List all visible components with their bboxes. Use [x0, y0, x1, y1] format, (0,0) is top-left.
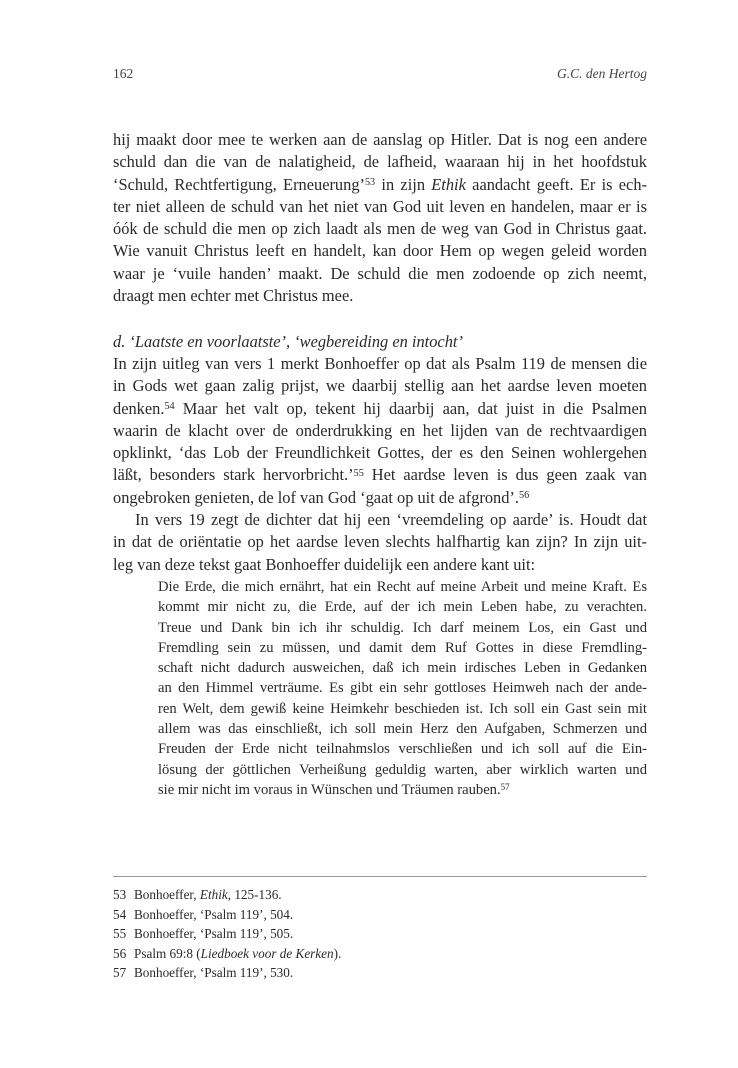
- footnote-number: 56: [113, 945, 127, 961]
- footnote-number: 54: [113, 906, 127, 922]
- text-line: [158, 760, 647, 780]
- text-run: In vers 19 zegt de dichter dat hij een ‘vreemdeling op aarde’ is. Houdt dat: [135, 510, 647, 529]
- text-line: [158, 597, 647, 617]
- section-heading-text: d. ‘Laatste en voorlaatste’, ‘wegbereiding en intocht’: [113, 332, 463, 351]
- text-line: [158, 699, 647, 719]
- text-run: schuld dan die van de nalatigheid, de lafheid, waaraan hij in het hoofdstuk: [113, 152, 647, 172]
- text-run: Freuden der Erde nicht teilnahmslos verschließen und ich soll auf die Ein-: [158, 741, 647, 758]
- text-run: ren Welt, dem gewiß keine Heimkehr beschieden ist. Ich soll ein Gast sein mit: [158, 700, 647, 717]
- text-line: [113, 420, 647, 442]
- footnote-ref: 55: [353, 467, 364, 479]
- text-run: Bonhoeffer, ‘Psalm 119’, 504.: [134, 906, 294, 922]
- text-run: ter niet alleen de schuld van het niet van God uit leven en handelen, maar er is: [113, 196, 647, 216]
- footnote: [113, 905, 647, 925]
- text-run: opklinkt, ‘das Lob der Freundlichkeit Gottes, der es den Seinen wohlergehen: [113, 443, 647, 463]
- text-run: denken.: [113, 398, 165, 418]
- footnote: [113, 885, 647, 905]
- block-quote: [158, 577, 647, 800]
- text-line: [158, 780, 647, 800]
- footnote-ref: 57: [500, 781, 510, 792]
- text-line: [113, 398, 647, 420]
- text-run: läßt, besonders stark hervorbricht.’: [113, 465, 354, 485]
- text-run: in zijn: [375, 174, 432, 194]
- text-line: [113, 509, 647, 531]
- footnote-ref: 54: [164, 401, 175, 413]
- footnote-ref: 56: [519, 490, 530, 502]
- text-line: [113, 196, 647, 218]
- text-run: kommt mir nicht zu, die Erde, auf der ich mein Leben habe, zu verachten.: [158, 599, 647, 616]
- text-line: [113, 263, 647, 285]
- text-run: Het aardse leven is dus geen zaak van: [363, 465, 647, 485]
- text-run: hij maakt door mee te werken aan de aanslag op Hitler. Dat is nog een andere: [113, 130, 647, 149]
- section-heading: [113, 331, 647, 353]
- text-line: [113, 240, 647, 262]
- text-run: Psalm 69:8 (: [134, 945, 201, 961]
- paragraph-1: [113, 129, 647, 307]
- text-line: [158, 618, 647, 638]
- footnote: [113, 944, 647, 964]
- footnote-ref: 53: [364, 177, 376, 189]
- text-run: in Gods wet gaan zalig prijst, we daarbij stellig aan het aardse leven moeten: [113, 376, 647, 396]
- text-run: Bonhoeffer,: [134, 887, 200, 902]
- text-run: an den Himmel verträume. Es gibt ein sehr gottloses Heimweh nach der ande-: [158, 680, 647, 697]
- footnote: [113, 924, 647, 944]
- text-line: [158, 719, 647, 739]
- text-run: Maar het valt op, tekent hij daarbij aan, dat juist in die Psalmen: [174, 398, 647, 418]
- text-line: [113, 151, 647, 173]
- text-run: ongebroken genieten, de lof van God ‘gaat op uit de afgrond’.: [113, 487, 519, 507]
- footnote: [113, 963, 647, 983]
- paragraph-2: [113, 353, 647, 509]
- text-run: Fremdling sein zu müssen, und damit dem Ruf Gottes in diese Fremdling-: [158, 639, 647, 656]
- text-run: In zijn uitleg van vers 1 merkt Bonhoeffer op dat als Psalm 119 de mensen die: [113, 354, 647, 373]
- text-run: lösung der göttlichen Verheißung geduldig warten, aber wirklich warten und: [158, 761, 647, 778]
- text-run: waar je ‘vuile handen’ maakt. De schuld die men zodoende op zich neemt,: [113, 263, 647, 283]
- footnote-separator: [113, 876, 647, 877]
- text-line: [113, 442, 647, 464]
- text-line: [158, 577, 647, 597]
- text-run: Bonhoeffer, ‘Psalm 119’, 505.: [134, 926, 294, 942]
- text-run: leg van deze tekst gaat Bonhoeffer duidelijk een andere kant uit:: [113, 554, 536, 574]
- text-line: [113, 353, 647, 375]
- footnote-number: 53: [113, 887, 127, 902]
- text-run: sie mir nicht im voraus in Wünschen und Träumen rauben.: [158, 781, 501, 798]
- text-line: [113, 174, 647, 196]
- text-line: [158, 678, 647, 698]
- text-line: [113, 464, 647, 486]
- text-run: Treue und Dank bin ich ihr schuldig. Ich darf meinem Los, ein Gast und: [158, 619, 647, 636]
- text-line: [113, 285, 647, 307]
- italic-text: Liedboek voor de Kerken: [200, 945, 334, 961]
- text-line: [113, 554, 647, 576]
- text-run: aandacht geeft. Er is ech-: [465, 174, 647, 194]
- text-run: draagt men echter met Christus mee.: [113, 286, 354, 306]
- text-line: [113, 531, 647, 553]
- text-run: waarin de klacht over de onderdrukking en het lijden van de rechtvaardigen: [113, 420, 647, 440]
- text-run: óók de schuld die men op zich laadt als men de weg van God in Christus gaat.: [113, 219, 647, 239]
- italic-text: Ethik: [199, 887, 228, 902]
- text-line: [113, 129, 647, 151]
- text-run: Die Erde, die mich ernährt, hat ein Recht auf meine Arbeit und meine Kraft. Es: [158, 579, 647, 595]
- text-line: [158, 658, 647, 678]
- italic-text: Ethik: [431, 174, 466, 194]
- page-number: 162: [113, 66, 134, 81]
- text-run: , 125-136.: [227, 887, 282, 902]
- paragraph-3: [113, 509, 647, 576]
- text-run: ‘Schuld, Rechtfertigung, Erneuerung’: [113, 174, 365, 194]
- text-run: schaft nicht dadurch ausweichen, daß ich mein irdisches Leben in Gedanken: [158, 660, 647, 677]
- text-line: [113, 375, 647, 397]
- text-line: [158, 638, 647, 658]
- footnote-number: 55: [113, 926, 127, 942]
- footnotes: [113, 885, 647, 983]
- text-line: [158, 739, 647, 759]
- text-run: allem was das einschließt, ich soll mein Herz den Aufgaben, Schmerzen und: [158, 721, 647, 738]
- text-run: in dat de oriëntatie op het aardse leven slechts halfhartig kan zijn? In zijn uit-: [113, 532, 647, 552]
- text-run: Wie vanuit Christus leeft en handelt, kan door Hem op wegen geleid worden: [113, 241, 647, 261]
- footnote-number: 57: [113, 965, 127, 981]
- running-head: G.C. den Hertog: [557, 66, 647, 81]
- text-line: [113, 487, 647, 509]
- text-run: Bonhoeffer, ‘Psalm 119’, 530.: [134, 965, 294, 981]
- text-run: ).: [333, 945, 342, 961]
- text-line: [113, 218, 647, 240]
